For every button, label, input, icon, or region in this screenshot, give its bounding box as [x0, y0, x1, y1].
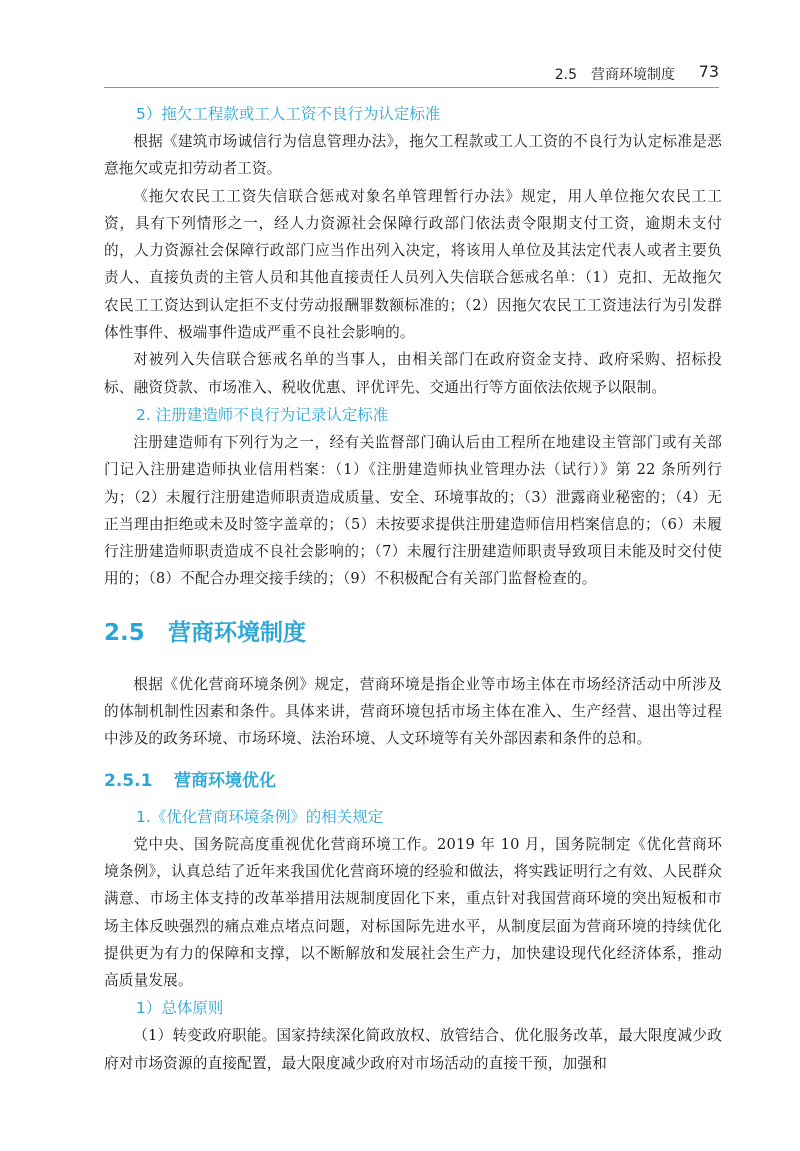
subsection-title: 营商环境优化	[174, 770, 276, 791]
page-number: 73	[698, 62, 719, 81]
subsection-number: 2.5.1	[104, 770, 153, 791]
paragraph: 《拖欠农民工工资失信联合惩戒对象名单管理暂行办法》规定，用人单位拖欠农民工工资，具有下列情形之一，经人力资源社会保障行政部门依法责令限期支付工资，逾期未支付的，人力资源社会保障行政部门应当作出列入决定，将该用人单位及其法定代表人或者主要负责人、直接负责的主管人员和其他直接责任人员列入失信联合惩戒名单：（1）克扣、无故拖欠农民工工资达到认定拒不支付劳动报酬罪数额标准的；（2）因拖欠农民工工资违法行为引发群体性事件、极端事件造成严重不良社会影响的。	[104, 187, 722, 342]
header-rule	[104, 87, 719, 88]
running-header	[104, 62, 719, 88]
paragraph: 根据《优化营商环境条例》规定，营商环境是指企业等市场主体在市场经济活动中所涉及的体制机制性因素和条件。具体来讲，营商环境包括市场主体在准入、生产经营、退出等过程中涉及的政务环境、市场环境、法治环境、人文环境等有关外部因素和条件的总和。	[104, 675, 722, 748]
paragraph: 对被列入失信联合惩戒名单的当事人，由相关部门在政府资金支持、政府采购、招标投标、融资贷款、市场准入、税收优惠、评优评先、交通出行等方面依法依规予以限制。	[104, 351, 722, 396]
header-section-title: 2.5 营商环境制度	[554, 67, 675, 83]
subheading-item-1: 1.《优化营商环境条例》的相关规定	[136, 807, 384, 826]
paragraph: 注册建造师有下列行为之一，经有关监督部门确认后由工程所在地建设主管部门或有关部门记入注册建造师执业信用档案：（1）《注册建造师执业管理办法（试行）》第 22 条所列行为；（2）未履行注册建造师职责造成质量、安全、环境事故的；（3）泄露商业秘密的；（4）无正当理由拒绝或未及时签字盖章的；（5）未按要求提供注册建造师信用档案信息的；（6）未履行注册建造师职责造成不良社会影响的；（7）未履行注册建造师职责导致项目未能及时交付使用的；（8）不配合办理交接手续的；（9）不积极配合有关部门监督检查的。	[104, 433, 722, 588]
subheading-principles: 1）总体原则	[136, 999, 224, 1018]
section-title: 营商环境制度	[168, 619, 306, 646]
paragraph: 党中央、国务院高度重视优化营商环境工作。2019 年 10 月，国务院制定《优化营商环境条例》，认真总结了近年来我国优化营商环境的经验和做法，将实践证明行之有效、人民群众满意、市场主体支持的改革举措用法规制度固化下来，重点针对我国营商环境的突出短板和市场主体反映强烈的痛点难点堵点问题，对标国际先进水平，从制度层面为营商环境的持续优化提供更为有力的保障和支撑，以不断解放和发展社会生产力，加快建设现代化经济体系，推动高质量发展。	[104, 835, 722, 990]
paragraph: 根据《建筑市场诚信行为信息管理办法》，拖欠工程款或工人工资的不良行为认定标准是恶意拖欠或克扣劳动者工资。	[104, 133, 722, 178]
paragraph: （1）转变政府职能。国家持续深化简政放权、放管结合、优化服务改革，最大限度减少政府对市场资源的直接配置，最大限度减少政府对市场活动的直接干预，加强和	[104, 1027, 722, 1072]
page-body	[104, 100, 722, 1077]
subsection-heading	[104, 767, 722, 795]
section-heading	[104, 615, 722, 651]
subheading-item-5: 5）拖欠工程款或工人工资不良行为认定标准	[136, 105, 441, 123]
section-number: 2.5	[104, 619, 145, 646]
subheading-item-2: 2. 注册建造师不良行为记录认定标准	[136, 405, 389, 424]
